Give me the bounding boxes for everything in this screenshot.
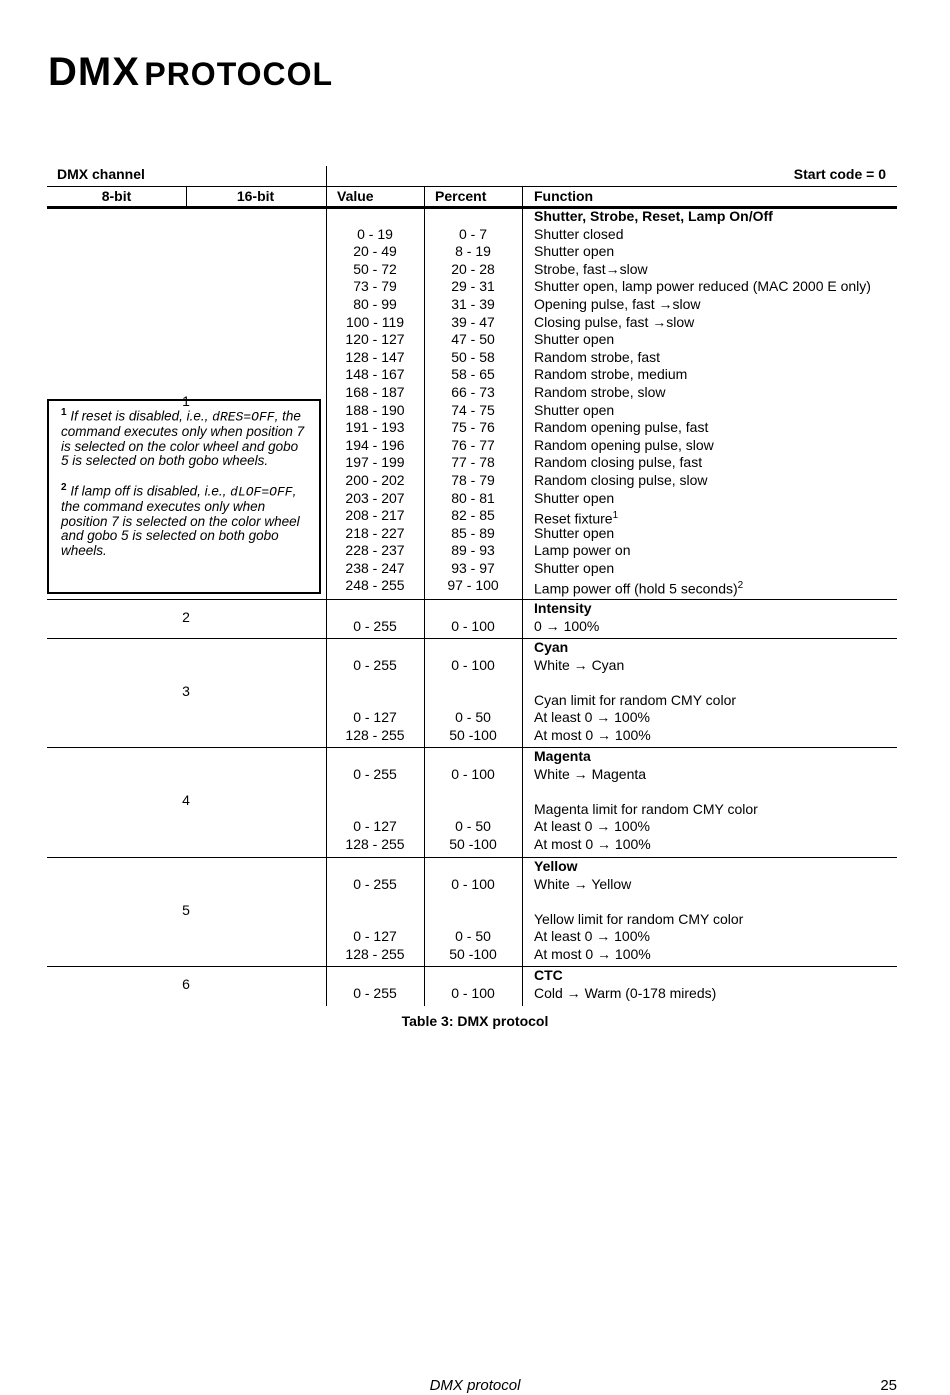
value-column	[326, 748, 424, 854]
function-text: Lamp power on	[534, 542, 631, 559]
percent-cell: 0 - 7	[458, 225, 487, 242]
percent-cell: 8 - 19	[455, 243, 491, 260]
function-text: Random opening pulse, fast	[534, 419, 709, 436]
percent-cell: 58 - 65	[451, 366, 495, 383]
column-divider	[424, 639, 425, 747]
percent-cell: 0 - 100	[451, 656, 495, 673]
percent-cell: 0 - 100	[451, 765, 495, 782]
function-cell	[534, 560, 871, 578]
page-title-rest: PROTOCOL	[144, 56, 334, 92]
function-heading: Intensity	[534, 600, 592, 616]
value-column	[326, 208, 424, 595]
percent-cell: 89 - 93	[451, 542, 495, 559]
value-cell: 188 - 190	[345, 401, 405, 418]
function-cell	[534, 911, 743, 929]
function-text: Lamp power off (hold 5 seconds)	[534, 581, 738, 598]
function-text: Shutter open, lamp power reduced (MAC 2000 E only)	[534, 278, 871, 295]
footer-section-title: DMX protocol	[429, 1377, 521, 1394]
column-header-16bit: 16-bit	[236, 188, 275, 204]
function-cell	[534, 657, 736, 675]
function-text: Cold → Warm (0-178 mireds)	[534, 984, 717, 1001]
function-cell	[534, 490, 871, 508]
percent-cell: 77 - 78	[451, 454, 495, 471]
column-divider	[522, 967, 523, 1006]
footnote-2: $^2$ If lamp off is disabled, i.e., dLOF=OFF, the command executes only when position 7 is selected on the color wheel and gobo 5 is selected on both gobo wheels.	[61, 481, 300, 558]
percent-cell: 29 - 31	[451, 278, 495, 295]
value-cell: 0 - 19	[357, 225, 393, 242]
function-text: Magenta limit for random CMY color	[534, 800, 758, 817]
function-text: At most 0 → 100%	[534, 835, 651, 852]
function-cell	[534, 836, 758, 854]
function-heading: Magenta	[534, 748, 591, 764]
value-cell: 0 - 255	[353, 617, 397, 634]
function-text: Shutter open	[534, 401, 615, 418]
function-text: Random opening pulse, slow	[534, 436, 714, 453]
function-text: Shutter open	[534, 524, 615, 541]
value-cell: 0 - 127	[353, 818, 397, 835]
value-column	[326, 967, 424, 1002]
percent-cell	[424, 783, 522, 801]
percent-cell: 31 - 39	[451, 295, 495, 312]
percent-cell: 82 - 85	[451, 507, 495, 524]
percent-cell: 47 - 50	[451, 331, 495, 348]
function-cell	[534, 278, 871, 296]
channel-number: 3	[182, 682, 190, 699]
function-text: At least 0 → 100%	[534, 709, 650, 726]
function-text: At least 0 → 100%	[534, 818, 650, 835]
function-cell	[534, 261, 871, 279]
percent-cell: 97 - 100	[447, 577, 499, 594]
percent-column	[424, 858, 522, 964]
function-cell	[534, 801, 758, 819]
function-cell	[534, 314, 871, 332]
percent-column	[424, 600, 522, 635]
value-cell: 128 - 255	[345, 726, 405, 743]
function-cell	[534, 876, 743, 894]
footnote-ref: 1	[612, 510, 619, 522]
value-cell: 73 - 79	[353, 278, 397, 295]
value-cell: 228 - 237	[345, 542, 405, 559]
column-divider	[424, 748, 425, 857]
header-start-code: Start code = 0	[793, 166, 886, 182]
function-cell	[534, 402, 871, 420]
value-cell	[326, 893, 424, 911]
column-divider	[522, 748, 523, 857]
function-heading: CTC	[534, 967, 563, 983]
function-heading: Shutter, Strobe, Reset, Lamp On/Off	[534, 208, 773, 224]
row-separator	[47, 966, 897, 967]
function-column	[534, 600, 599, 635]
function-text: Random strobe, slow	[534, 383, 666, 400]
page-title	[48, 50, 333, 95]
value-cell: 128 - 255	[345, 945, 405, 962]
function-column	[534, 639, 736, 745]
function-text: White → Yellow	[534, 875, 632, 892]
function-cell	[534, 783, 758, 801]
channel-number: 4	[182, 791, 190, 808]
function-text: Random closing pulse, slow	[534, 471, 708, 488]
percent-cell: 80 - 81	[451, 489, 495, 506]
value-cell	[326, 783, 424, 801]
function-text: Shutter closed	[534, 225, 624, 242]
value-cell: 128 - 255	[345, 835, 405, 852]
value-cell: 128 - 147	[345, 348, 405, 365]
percent-cell: 50 -100	[449, 945, 497, 962]
percent-cell: 75 - 76	[451, 419, 495, 436]
percent-cell: 93 - 97	[451, 559, 495, 576]
function-text: 0 → 100%	[534, 617, 600, 634]
function-cell	[534, 766, 758, 784]
percent-cell	[424, 801, 522, 819]
column-divider	[522, 639, 523, 747]
value-cell	[326, 674, 424, 692]
function-cell	[534, 419, 871, 437]
value-cell: 191 - 193	[345, 419, 405, 436]
function-column	[534, 858, 743, 964]
percent-cell	[424, 692, 522, 710]
value-cell: 208 - 217	[345, 507, 405, 524]
function-cell	[534, 946, 743, 964]
value-cell: 0 - 127	[353, 709, 397, 726]
percent-cell: 50 -100	[449, 726, 497, 743]
function-cell	[534, 985, 716, 1003]
function-text: Random strobe, medium	[534, 366, 688, 383]
row-separator	[47, 857, 897, 858]
percent-column	[424, 748, 522, 854]
function-cell	[534, 709, 736, 727]
value-cell: 0 - 127	[353, 928, 397, 945]
percent-cell: 0 - 100	[451, 617, 495, 634]
value-cell	[326, 801, 424, 819]
function-text: White → Cyan	[534, 656, 625, 673]
value-cell: 0 - 255	[353, 875, 397, 892]
function-cell	[534, 525, 871, 543]
column-divider	[522, 858, 523, 966]
function-text: White → Magenta	[534, 765, 647, 782]
channel-number: 5	[182, 901, 190, 918]
function-text: Shutter open	[534, 243, 615, 260]
percent-cell: 66 - 73	[451, 383, 495, 400]
column-divider	[424, 208, 425, 599]
value-cell: 20 - 49	[353, 243, 397, 260]
value-cell: 0 - 255	[353, 765, 397, 782]
function-heading: Cyan	[534, 639, 569, 655]
footnote-1: $^1$ If reset is disabled, i.e., dRES=OFF, the command executes only when position 7 is selected on the color wheel and gobo 5 is selected on both gobo wheels.	[61, 407, 305, 469]
column-header-8bit: 8-bit	[101, 188, 132, 204]
divider-8bit-16bit	[186, 187, 187, 207]
percent-cell	[424, 674, 522, 692]
column-divider	[522, 208, 523, 599]
percent-cell: 50 - 58	[451, 348, 495, 365]
function-cell	[534, 437, 871, 455]
function-cell	[534, 507, 871, 525]
value-cell	[326, 911, 424, 929]
row-separator	[47, 599, 897, 600]
function-text: At most 0 → 100%	[534, 945, 651, 962]
column-divider	[424, 967, 425, 1006]
percent-cell: 0 - 50	[455, 709, 491, 726]
percent-cell: 85 - 89	[451, 524, 495, 541]
value-column	[326, 858, 424, 964]
percent-cell: 74 - 75	[451, 401, 495, 418]
column-divider	[522, 600, 523, 638]
function-text: Cyan limit for random CMY color	[534, 691, 737, 708]
column-header-function: Function	[534, 188, 594, 204]
value-cell: 100 - 119	[345, 313, 405, 330]
function-cell	[534, 296, 871, 314]
page-title-main: DMX	[48, 50, 140, 94]
header-divider	[47, 186, 897, 187]
value-cell: 194 - 196	[345, 436, 405, 453]
table-caption: Table 3: DMX protocol	[401, 1013, 549, 1029]
function-text: Yellow limit for random CMY color	[534, 910, 744, 927]
function-text: Strobe, fast→slow	[534, 260, 648, 277]
column-header-percent: Percent	[435, 188, 487, 204]
function-cell	[534, 674, 736, 692]
value-cell: 120 - 127	[345, 331, 405, 348]
value-cell: 168 - 187	[345, 383, 405, 400]
function-cell	[534, 542, 871, 560]
value-column	[326, 600, 424, 635]
function-cell	[534, 928, 743, 946]
percent-column	[424, 639, 522, 745]
value-cell: 238 - 247	[345, 559, 405, 576]
value-cell: 218 - 227	[345, 524, 405, 541]
function-cell	[534, 349, 871, 367]
function-text: Shutter open	[534, 331, 615, 348]
value-column	[326, 639, 424, 745]
function-text: Shutter open	[534, 559, 615, 576]
function-cell	[534, 243, 871, 261]
percent-cell: 39 - 47	[451, 313, 495, 330]
function-cell	[534, 727, 736, 745]
row-separator	[47, 747, 897, 748]
function-cell	[534, 893, 743, 911]
channel-number: 2	[182, 608, 190, 625]
value-cell: 0 - 255	[353, 984, 397, 1001]
function-cell	[534, 818, 758, 836]
header-dmx-channel: DMX channel	[57, 166, 145, 182]
percent-cell: 0 - 100	[451, 875, 495, 892]
function-text: Random strobe, fast	[534, 348, 661, 365]
value-cell: 148 - 167	[345, 366, 405, 383]
row-separator	[47, 638, 897, 639]
function-cell	[534, 454, 871, 472]
column-divider	[424, 858, 425, 966]
percent-cell: 0 - 100	[451, 984, 495, 1001]
value-cell: 203 - 207	[345, 489, 405, 506]
value-cell: 50 - 72	[353, 260, 397, 277]
function-cell	[534, 577, 871, 598]
function-text: At least 0 → 100%	[534, 928, 650, 945]
function-cell	[534, 692, 736, 710]
column-header-value: Value	[337, 188, 374, 204]
percent-cell: 0 - 50	[455, 818, 491, 835]
function-text: Reset fixture	[534, 510, 613, 527]
footnote-box	[47, 399, 321, 594]
function-heading: Yellow	[534, 858, 578, 874]
percent-cell: 50 -100	[449, 835, 497, 852]
percent-cell	[424, 893, 522, 911]
function-cell	[534, 618, 599, 636]
function-text: Shutter open	[534, 489, 615, 506]
page-number: 25	[880, 1377, 897, 1394]
percent-cell: 76 - 77	[451, 436, 495, 453]
percent-cell: 78 - 79	[451, 471, 495, 488]
value-cell: 0 - 255	[353, 656, 397, 673]
percent-cell: 0 - 50	[455, 928, 491, 945]
function-text: Random closing pulse, fast	[534, 454, 703, 471]
function-cell	[534, 226, 871, 244]
function-column	[534, 208, 871, 598]
function-cell	[534, 331, 871, 349]
divider-value-percent-header	[424, 187, 425, 207]
function-text: Opening pulse, fast →slow	[534, 295, 701, 312]
function-cell	[534, 366, 871, 384]
percent-cell: 20 - 28	[451, 260, 495, 277]
function-cell	[534, 472, 871, 490]
function-cell	[534, 384, 871, 402]
column-divider	[424, 600, 425, 638]
value-cell	[326, 692, 424, 710]
value-cell: 197 - 199	[345, 454, 405, 471]
percent-cell	[424, 911, 522, 929]
function-text: At most 0 → 100%	[534, 726, 651, 743]
function-column	[534, 748, 758, 854]
value-cell: 200 - 202	[345, 471, 405, 488]
function-text: Closing pulse, fast →slow	[534, 313, 695, 330]
value-cell: 80 - 99	[353, 295, 397, 312]
value-cell: 248 - 255	[345, 577, 405, 594]
function-column	[534, 967, 716, 1002]
divider-percent-function-header	[522, 187, 523, 207]
percent-column	[424, 208, 522, 595]
percent-column	[424, 967, 522, 1002]
channel-number: 1	[182, 392, 190, 409]
footnote-ref: 2	[737, 580, 744, 592]
channel-number: 6	[182, 975, 190, 992]
